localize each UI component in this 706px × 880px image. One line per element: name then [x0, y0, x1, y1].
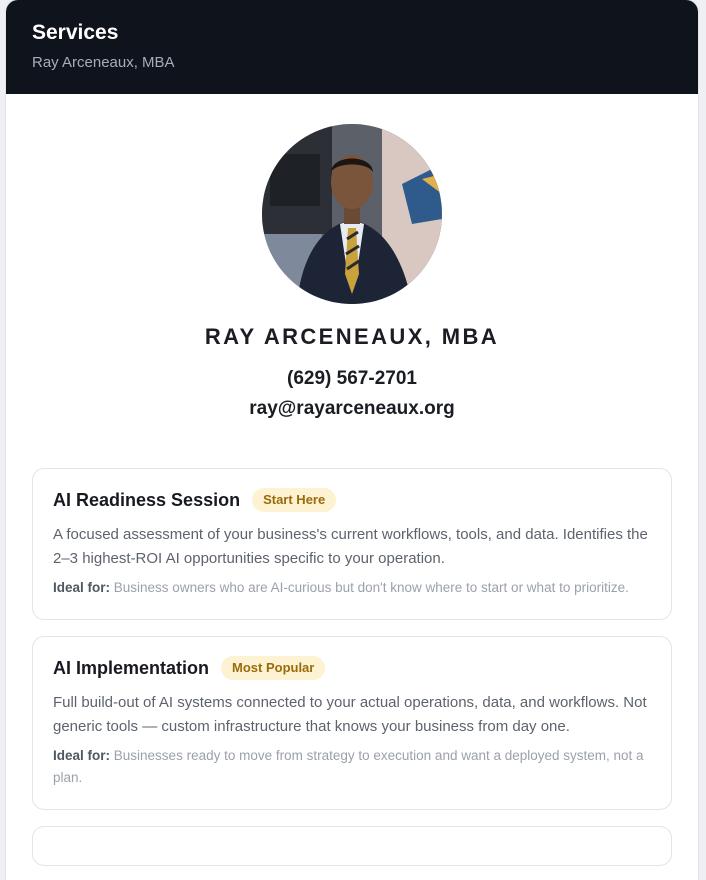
profile-email[interactable]: ray@rayarceneaux.org [249, 398, 455, 419]
service-card-header [53, 655, 651, 681]
service-badge: Start Here [252, 488, 336, 512]
service-ideal-for [53, 577, 651, 599]
services-panel [6, 0, 698, 880]
service-card-header [53, 487, 651, 513]
profile-phone[interactable]: (629) 567-2701 [287, 368, 417, 389]
service-card-partial[interactable] [32, 826, 672, 866]
service-title: AI Implementation [53, 657, 210, 678]
services-list [6, 444, 698, 866]
service-card-ai-readiness[interactable] [32, 468, 672, 620]
profile-name: RAY ARCENEAUX, MBA [204, 324, 500, 349]
service-description: Full build-out of AI systems connected to your actual operations, data, and workflows. Not generic tools — custom infrastructure that knows your business from day one. [53, 694, 647, 735]
avatar [262, 124, 442, 304]
ideal-for-label: Ideal for: [53, 580, 111, 595]
service-title: AI Readiness Session [53, 489, 241, 510]
ideal-for-text: Businesses ready to move from strategy to execution and want a deployed system, not a plan. [53, 748, 644, 785]
ideal-for-text: Business owners who are AI-curious but don't know where to start or what to prioritize. [113, 580, 629, 595]
avatar-photo [262, 124, 442, 304]
service-card-ai-implementation[interactable] [32, 636, 672, 810]
service-description: A focused assessment of your business's current workflows, tools, and data. Identifies the 2–3 highest-ROI AI opportunities specific to your operation. [53, 526, 648, 567]
panel-title: Services [32, 21, 119, 44]
profile-section [6, 94, 698, 444]
ideal-for-label: Ideal for: [53, 748, 111, 763]
panel-header [6, 0, 698, 94]
service-badge: Most Popular [221, 656, 325, 680]
panel-subtitle: Ray Arceneaux, MBA [32, 54, 175, 71]
service-ideal-for [53, 745, 651, 789]
